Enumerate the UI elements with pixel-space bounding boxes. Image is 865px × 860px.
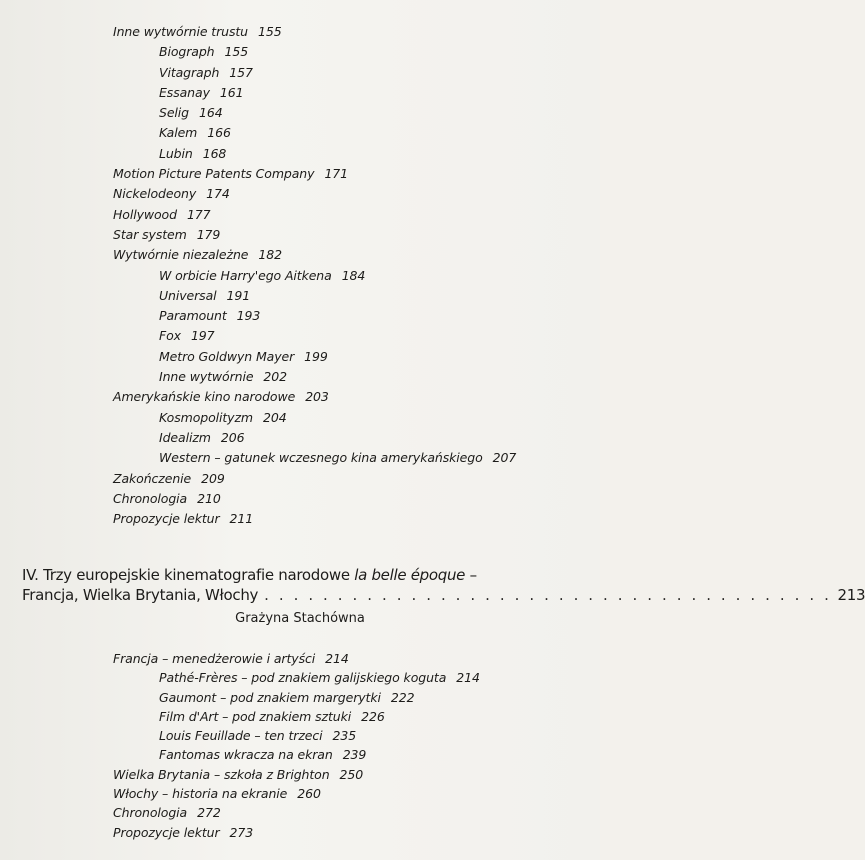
toc-entry [113, 266, 583, 286]
toc-entry-title: Zakończenie [113, 470, 192, 486]
toc-entry [113, 347, 583, 367]
chapter-heading [22, 565, 865, 605]
toc-entry-title: Metro Goldwyn Mayer [159, 348, 295, 364]
toc-entry-title: Fox [159, 328, 181, 344]
toc-entry-page: 207 [492, 450, 517, 466]
toc-entry-title: Essanay [159, 84, 210, 100]
toc-entry [113, 103, 583, 123]
toc-entry [113, 765, 583, 784]
toc-entry-page: 184 [341, 267, 366, 283]
toc-entry-page: 250 [339, 766, 364, 782]
toc-entry-title: Kosmopolityzm [159, 409, 254, 425]
toc-entry [113, 448, 583, 468]
toc-entry [113, 469, 583, 489]
toc-entry-title: Motion Picture Patents Company [113, 166, 315, 182]
chapter-page-number: 213 [837, 586, 865, 604]
toc-entry-page: 202 [263, 369, 287, 385]
toc-entry [113, 205, 583, 225]
toc-entry-page: 204 [263, 409, 287, 425]
toc-entry-page: 177 [186, 206, 211, 222]
toc-entry [113, 164, 583, 184]
toc-entry [113, 745, 583, 764]
toc-entry-page: 174 [206, 186, 230, 202]
toc-entry-page: 273 [229, 824, 254, 840]
toc-entry-title: Hollywood [113, 206, 177, 222]
toc-entry [113, 707, 583, 726]
toc-entry [113, 306, 583, 326]
toc-entry-title: Chronologia [113, 805, 188, 821]
toc-entry [113, 387, 583, 407]
toc-entry-title: Lubin [159, 145, 193, 161]
toc-entry-title: Amerykańskie kino narodowe [113, 389, 296, 405]
chapter-leader-dots: . . . . . . . . . . . . . . . . . . . . . . . . . . . . . . . . . . . . . . . [264, 586, 832, 604]
toc-entry-page: 164 [199, 105, 223, 121]
toc-entry [113, 668, 583, 687]
toc-entry [113, 22, 583, 42]
toc-entry-title: Propozycje lektur [113, 511, 220, 527]
toc-entry-title: Biograph [159, 44, 215, 60]
toc-entry-page: 209 [201, 470, 225, 486]
toc-entry [113, 326, 583, 346]
toc-entry-title: Włochy – historia na ekranie [113, 786, 288, 802]
toc-entry [113, 408, 583, 428]
toc-entry-page: 260 [297, 786, 321, 802]
toc-entry-title: Universal [159, 287, 217, 303]
toc-entry-title: Wielka Brytania – szkoła z Brighton [113, 766, 330, 782]
toc-entry-page: 214 [325, 651, 349, 666]
toc-entry [113, 286, 583, 306]
toc-entry-title: Inne wytwórnie [159, 369, 254, 385]
toc-entry [113, 489, 583, 509]
toc-entry [113, 649, 583, 668]
toc-entry-page: 168 [202, 145, 227, 161]
toc-entry-title: Fantomas wkracza na ekran [159, 747, 333, 763]
toc-entry-title: Chronologia [113, 490, 188, 506]
toc-entry [113, 63, 583, 83]
chapter-title-line-2 [22, 585, 865, 605]
toc-entry [113, 803, 583, 822]
toc-entry-page: 157 [229, 64, 253, 80]
toc-entry-page: 226 [361, 708, 385, 724]
toc-entry-title: Wytwórnie niezależne [113, 247, 249, 263]
toc-section-list [113, 22, 583, 529]
chapter-title-dash: – [465, 566, 477, 584]
toc-entry-page: 179 [196, 226, 221, 242]
toc-entry-title: Film d'Art – pod znakiem sztuki [159, 708, 352, 724]
toc-entry-title: Vitagraph [159, 64, 220, 80]
toc-entry-title: W orbicie Harry'ego Aitkena [159, 267, 332, 283]
toc-entry-title: Nickelodeony [113, 186, 197, 202]
toc-entry [113, 225, 583, 245]
chapter-title-main: IV. Trzy europejskie kinematografie narodowe [22, 566, 355, 584]
toc-entry-page: 182 [258, 247, 282, 263]
toc-entry-page: 155 [224, 44, 249, 60]
toc-entry [113, 688, 583, 707]
toc-entry [113, 184, 583, 204]
toc-entry-page: 214 [456, 670, 480, 686]
toc-entry-page: 199 [304, 348, 328, 364]
toc-entry-page: 206 [220, 429, 245, 445]
toc-entry-title: Paramount [159, 308, 227, 324]
toc-entry [113, 42, 583, 62]
toc-entry-page: 239 [342, 747, 367, 763]
toc-entry-title: Gaumont – pod znakiem margerytki [159, 689, 381, 705]
toc-entry-page: 191 [226, 287, 251, 303]
toc-entry-page: 161 [219, 84, 244, 100]
toc-entry-page: 197 [190, 328, 215, 344]
toc-entry-page: 166 [207, 125, 231, 141]
toc-entry [113, 509, 583, 529]
toc-entry [113, 823, 583, 842]
toc-entry-page: 211 [229, 511, 254, 527]
toc-entry-page: 155 [258, 24, 282, 39]
toc-entry-title: Western – gatunek wczesnego kina amerykańskiego [159, 450, 483, 466]
chapter-author: Grażyna Stachówna [235, 611, 365, 626]
toc-entry [113, 83, 583, 103]
toc-entry [113, 123, 583, 143]
toc-entry-page: 171 [324, 166, 348, 182]
toc-entry-page: 235 [332, 728, 357, 744]
toc-entry-title: Inne wytwórnie trustu [113, 24, 248, 39]
toc-entry-page: 210 [197, 490, 221, 506]
toc-entry [113, 784, 583, 803]
toc-entry-title: Propozycje lektur [113, 824, 220, 840]
chapter-title-line-1 [22, 565, 592, 585]
toc-entry-title: Kalem [159, 125, 198, 141]
toc-entry [113, 367, 583, 387]
toc-entry [113, 245, 583, 265]
toc-entry [113, 428, 583, 448]
toc-entry-page: 193 [236, 308, 261, 324]
chapter-title-countries: Francja, Wielka Brytania, Włochy [22, 586, 259, 604]
toc-entry-title: Selig [159, 105, 190, 121]
toc-chapter-list [113, 649, 583, 842]
toc-entry-title: Louis Feuillade – ten trzeci [159, 728, 323, 744]
chapter-title-italic: la belle époque [354, 566, 466, 584]
toc-entry-title: Star system [113, 226, 187, 242]
toc-entry [113, 144, 583, 164]
toc-entry-title: Idealizm [159, 429, 211, 445]
toc-entry-title: Francja – menedżerowie i artyści [113, 651, 316, 666]
toc-entry-page: 272 [197, 805, 221, 821]
toc-entry-page: 203 [305, 389, 329, 405]
toc-entry-title: Pathé-Frères – pod znakiem galijskiego koguta [159, 670, 447, 686]
toc-entry [113, 726, 583, 745]
toc-entry-page: 222 [390, 689, 415, 705]
